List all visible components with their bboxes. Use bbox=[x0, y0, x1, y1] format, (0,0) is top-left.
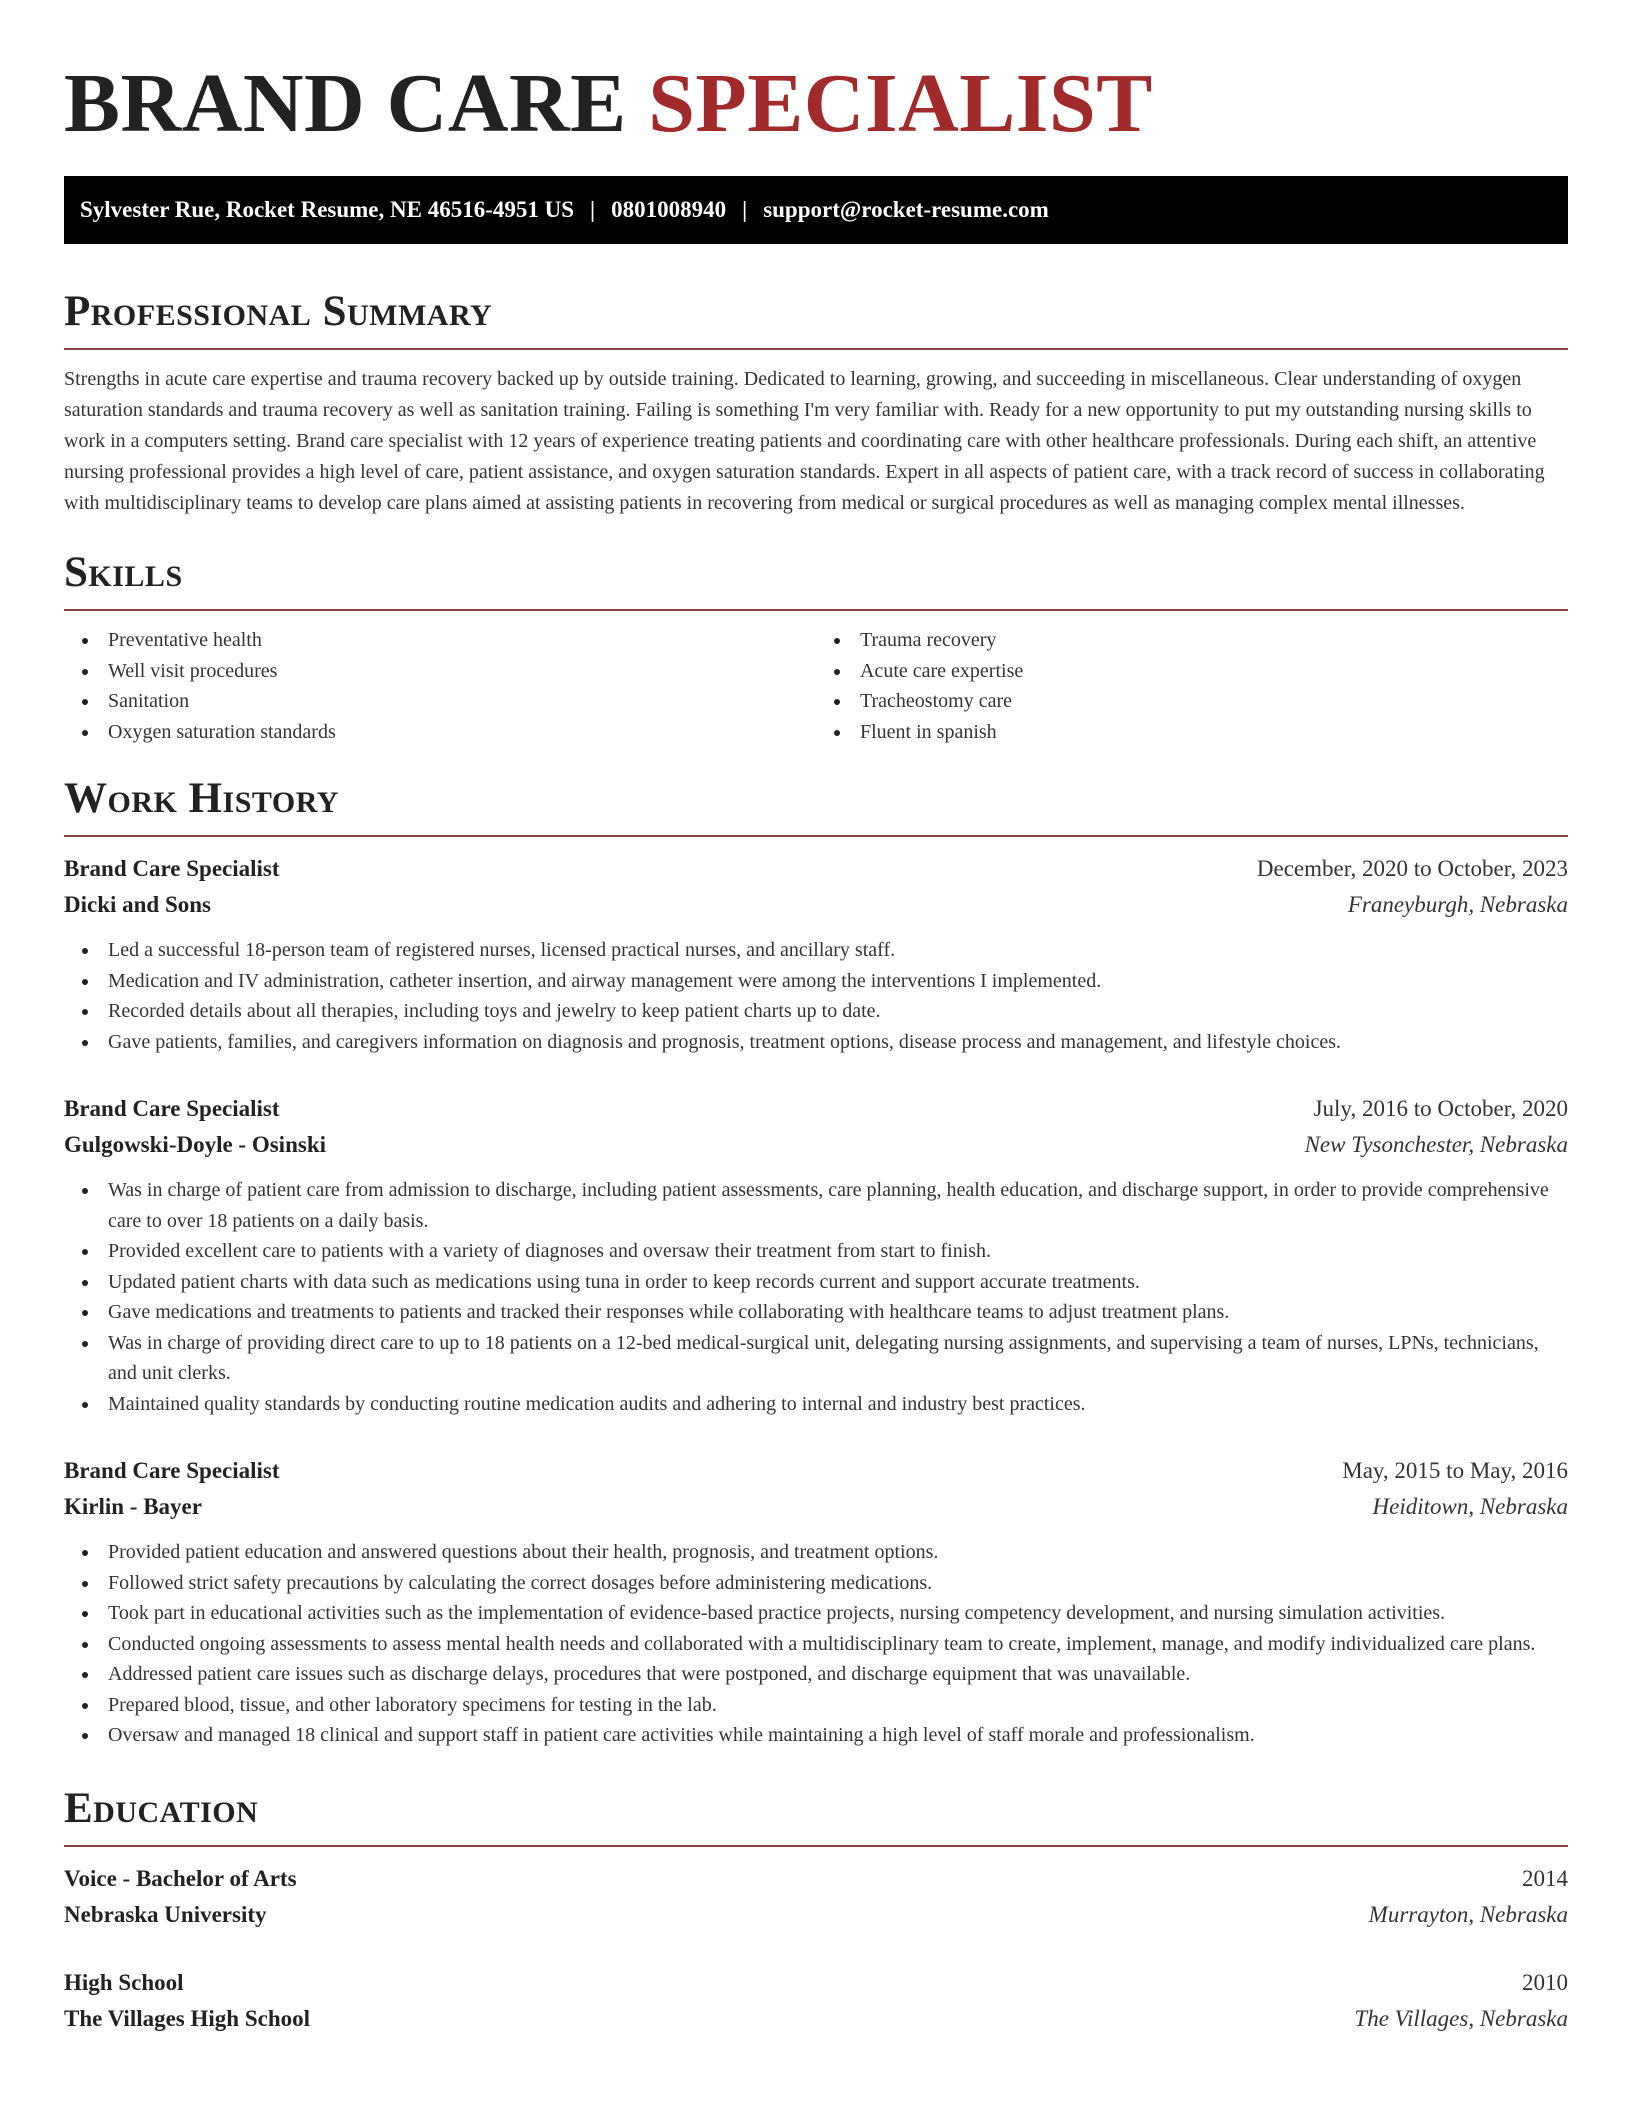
contact-separator: | bbox=[590, 197, 596, 222]
skill-item: Acute care expertise bbox=[816, 656, 1568, 687]
contact-email: support@rocket-resume.com bbox=[763, 197, 1049, 222]
section-divider bbox=[64, 1845, 1568, 1847]
job-bullet: Addressed patient care issues such as discharge delays, procedures that were postponed, and discharge equipment that was unavailable. bbox=[64, 1659, 1568, 1690]
job-location: New Tysonchester, Nebraska bbox=[1304, 1132, 1568, 1157]
section-divider bbox=[64, 348, 1568, 350]
job-bullet: Led a successful 18-person team of registered nurses, licensed practical nurses, and ancillary staff. bbox=[64, 935, 1568, 966]
job-dates: July, 2016 to October, 2020 bbox=[1313, 1096, 1568, 1121]
title-part-2: SPECIALIST bbox=[648, 57, 1153, 150]
job-bullet: Recorded details about all therapies, including toys and jewelry to keep patient charts up to date. bbox=[64, 996, 1568, 1027]
job-bullet: Provided excellent care to patients with a variety of diagnoses and oversaw their treatment from start to finish. bbox=[64, 1236, 1568, 1267]
education-school: Nebraska University bbox=[64, 1901, 267, 1927]
job-bullet: Oversaw and managed 18 clinical and support staff in patient care activities while maintaining a high level of staff morale and professionalism. bbox=[64, 1720, 1568, 1751]
job-location: Heiditown, Nebraska bbox=[1372, 1494, 1568, 1519]
job-company: Dicki and Sons bbox=[64, 892, 212, 917]
education-location: Murrayton, Nebraska bbox=[1368, 1901, 1568, 1927]
summary-heading: Professional Summary bbox=[64, 288, 493, 335]
job-bullet: Conducted ongoing assessments to assess mental health needs and collaborated with a multidisciplinary team to create, implement, manage, and modify individualized care plans. bbox=[64, 1629, 1568, 1660]
education-location: The Villages, Nebraska bbox=[1354, 2005, 1568, 2031]
job-company: Kirlin - Bayer bbox=[64, 1494, 202, 1519]
education-year: 2010 bbox=[1522, 1969, 1568, 1995]
section-divider bbox=[64, 609, 1568, 611]
job-bullets bbox=[64, 1175, 1568, 1419]
education-degree: Voice - Bachelor of Arts bbox=[64, 1865, 297, 1891]
education-year: 2014 bbox=[1522, 1865, 1568, 1891]
job-title: Brand Care Specialist bbox=[64, 856, 280, 881]
work-history-section bbox=[64, 775, 1568, 1751]
skills-column-right bbox=[816, 625, 1568, 747]
education-entry bbox=[64, 1965, 1568, 2037]
job-bullet: Was in charge of patient care from admission to discharge, including patient assessments, care planning, health education, and discharge support, in order to provide comprehensive care to over 18 patients on a daily basis. bbox=[64, 1175, 1568, 1236]
skill-item: Sanitation bbox=[64, 686, 816, 717]
job-bullet: Provided patient education and answered questions about their health, prognosis, and treatment options. bbox=[64, 1537, 1568, 1568]
skill-item: Trauma recovery bbox=[816, 625, 1568, 656]
skills-column-left bbox=[64, 625, 816, 747]
skill-item: Tracheostomy care bbox=[816, 686, 1568, 717]
job-title: Brand Care Specialist bbox=[64, 1458, 280, 1483]
contact-phone: 0801008940 bbox=[611, 197, 727, 222]
job-bullet: Followed strict safety precautions by calculating the correct dosages before administering medications. bbox=[64, 1568, 1568, 1599]
skills-list bbox=[64, 625, 1568, 747]
job-bullet: Took part in educational activities such as the implementation of evidence-based practice projects, nursing competency development, and nursing simulation activities. bbox=[64, 1598, 1568, 1629]
job-bullet: Medication and IV administration, catheter insertion, and airway management were among the interventions I implemented. bbox=[64, 966, 1568, 997]
job-title: Brand Care Specialist bbox=[64, 1096, 280, 1121]
job-company: Gulgowski-Doyle - Osinski bbox=[64, 1132, 326, 1157]
education-school: The Villages High School bbox=[64, 2005, 311, 2031]
job-bullet: Gave medications and treatments to patients and tracked their responses while collaborating with healthcare teams to adjust treatment plans. bbox=[64, 1297, 1568, 1328]
skills-heading: Skills bbox=[64, 549, 183, 596]
education-entry bbox=[64, 1861, 1568, 1933]
contact-bar bbox=[64, 176, 1568, 244]
job-entry bbox=[64, 1091, 1568, 1419]
job-bullet: Was in charge of providing direct care to up to 18 patients on a 12-bed medical-surgical unit, delegating nursing assignments, and supervising a team of nurses, LPNs, technicians, and unit clerks. bbox=[64, 1328, 1568, 1389]
education-section bbox=[64, 1785, 1568, 2037]
job-bullet: Updated patient charts with data such as medications using tuna in order to keep records current and support accurate treatments. bbox=[64, 1267, 1568, 1298]
section-divider bbox=[64, 835, 1568, 837]
contact-address: Sylvester Rue, Rocket Resume, NE 46516-4951 US bbox=[80, 197, 575, 222]
skills-section bbox=[64, 549, 1568, 747]
skill-item: Fluent in spanish bbox=[816, 717, 1568, 748]
contact-separator: | bbox=[742, 197, 748, 222]
job-dates: May, 2015 to May, 2016 bbox=[1342, 1458, 1568, 1483]
job-bullet: Gave patients, families, and caregivers information on diagnosis and prognosis, treatment options, disease process and management, and lifestyle choices. bbox=[64, 1027, 1568, 1058]
education-degree: High School bbox=[64, 1969, 184, 1995]
skill-item: Preventative health bbox=[64, 625, 816, 656]
job-bullet: Maintained quality standards by conducting routine medication audits and adhering to internal and industry best practices. bbox=[64, 1389, 1568, 1420]
summary-text: Strengths in acute care expertise and trauma recovery backed up by outside training. Dedicated to learning, growing, and succeeding in miscellaneous. Clear understanding of oxygen saturation standards and trauma recovery as well as sanitation training. Failing is something I'm very familiar with. Ready for a new opportunity to put my outstanding nursing skills to work in a computers setting. Brand care specialist with 12 years of experience treating patients and coordinating care with other healthcare professionals. During each shift, an attentive nursing professional provides a high level of care, patient assistance, and oxygen saturation standards. Expert in all aspects of patient care, with a track record of success in collaborating with multidisciplinary teams to develop care plans aimed at assisting patients in recovering from medical or surgical procedures as well as managing complex mental illnesses. bbox=[64, 368, 1545, 514]
job-entry bbox=[64, 1453, 1568, 1751]
skill-item: Oxygen saturation standards bbox=[64, 717, 816, 748]
skill-item: Well visit procedures bbox=[64, 656, 816, 687]
education-heading: Education bbox=[64, 1784, 259, 1832]
job-bullets bbox=[64, 1537, 1568, 1751]
work-history-heading: Work History bbox=[64, 775, 339, 822]
job-bullet: Prepared blood, tissue, and other laboratory specimens for testing in the lab. bbox=[64, 1690, 1568, 1721]
title-part-1: BRAND CARE bbox=[64, 57, 627, 150]
resume-title bbox=[64, 0, 1568, 152]
job-entry bbox=[64, 851, 1568, 1057]
job-dates: December, 2020 to October, 2023 bbox=[1256, 856, 1568, 881]
job-location: Franeyburgh, Nebraska bbox=[1347, 892, 1568, 917]
summary-section bbox=[64, 288, 1568, 519]
job-bullets bbox=[64, 935, 1568, 1057]
